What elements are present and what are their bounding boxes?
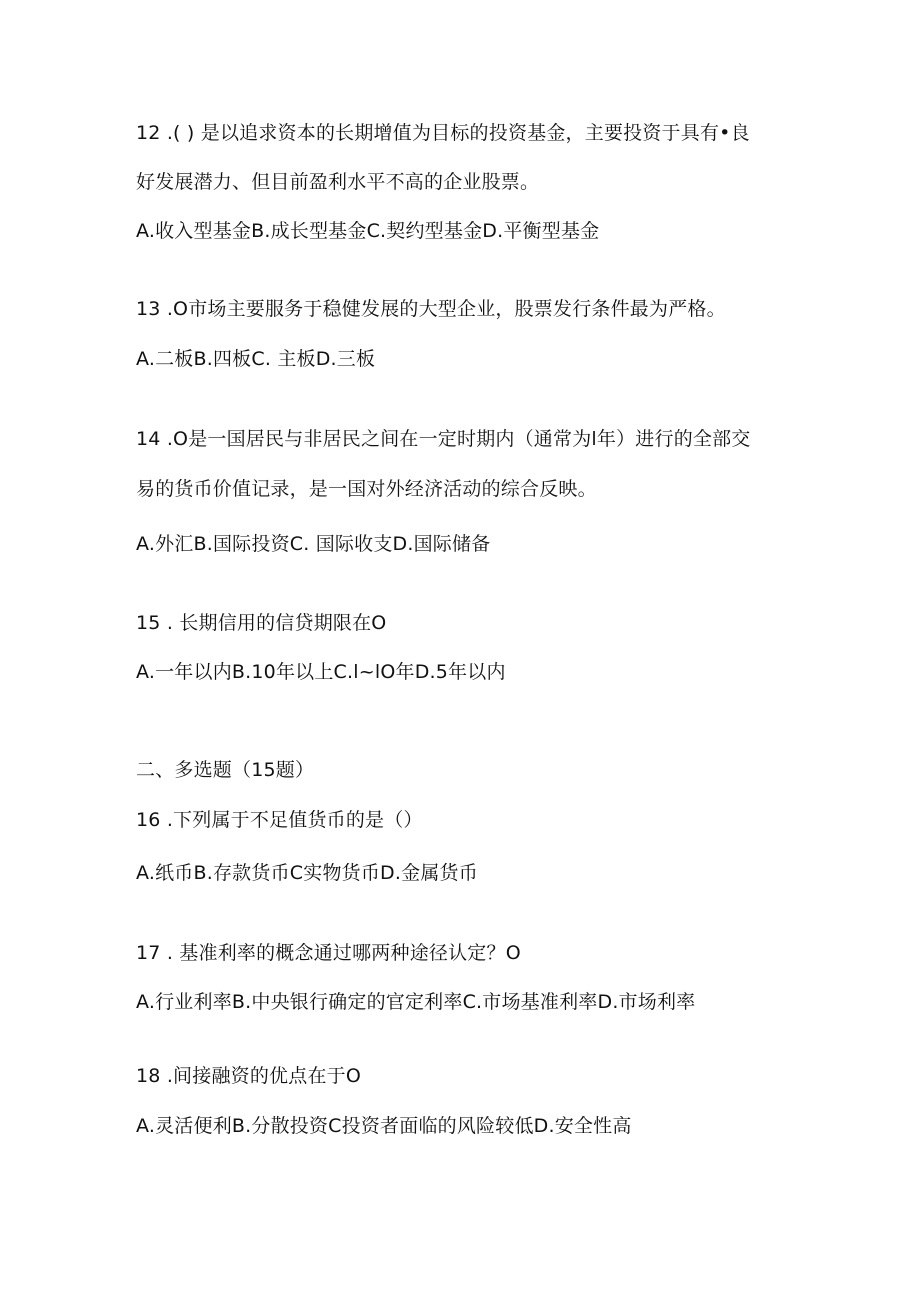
question-15-options: A.一年以内B.10年以上C.l~lO年D.5年以内	[136, 661, 506, 683]
question-15-stem: 15 . 长期信用的信贷期限在O	[136, 612, 387, 634]
question-14-options: A.外汇B.国际投资C. 国际收支D.国际储备	[136, 533, 491, 555]
question-14-stem-line-2: 易的货币价值记录，是一国对外经济活动的综合反映。	[136, 478, 597, 500]
question-16-stem: 16 .下列属于不足值货币的是（）	[136, 809, 423, 831]
question-12-stem-line-1: 12 .( ) 是以追求资本的长期增值为目标的投资基金，主要投资于具有•良	[136, 122, 750, 144]
question-13-options: A.二板B.四板C. 主板D.三板	[136, 348, 376, 370]
question-16-options: A.纸币B.存款货币C实物货币D.金属货币	[136, 862, 478, 884]
question-12-options: A.收入型基金B.成长型基金C.契约型基金D.平衡型基金	[136, 220, 600, 242]
section-heading: 二、多选题（15题）	[136, 759, 315, 781]
question-18-stem: 18 .间接融资的优点在于O	[136, 1065, 362, 1087]
question-14-stem-line-1: 14 .O是一国居民与非居民之间在一定时期内（通常为l年）进行的全部交	[136, 428, 751, 450]
question-12-stem-line-2: 好发展潜力、但目前盈利水平不高的企业股票。	[136, 171, 540, 193]
question-17-stem: 17 . 基准利率的概念通过哪两种途径认定？O	[136, 942, 521, 964]
question-17-options: A.行业利率B.中央银行确定的官定利率C.市场基准利率D.市场利率	[136, 991, 696, 1013]
question-18-options: A.灵活便利B.分散投资C投资者面临的风险较低D.安全性高	[136, 1115, 632, 1137]
question-13-stem: 13 .O市场主要服务于稳健发展的大型企业，股票发行条件最为严格。	[136, 298, 726, 320]
